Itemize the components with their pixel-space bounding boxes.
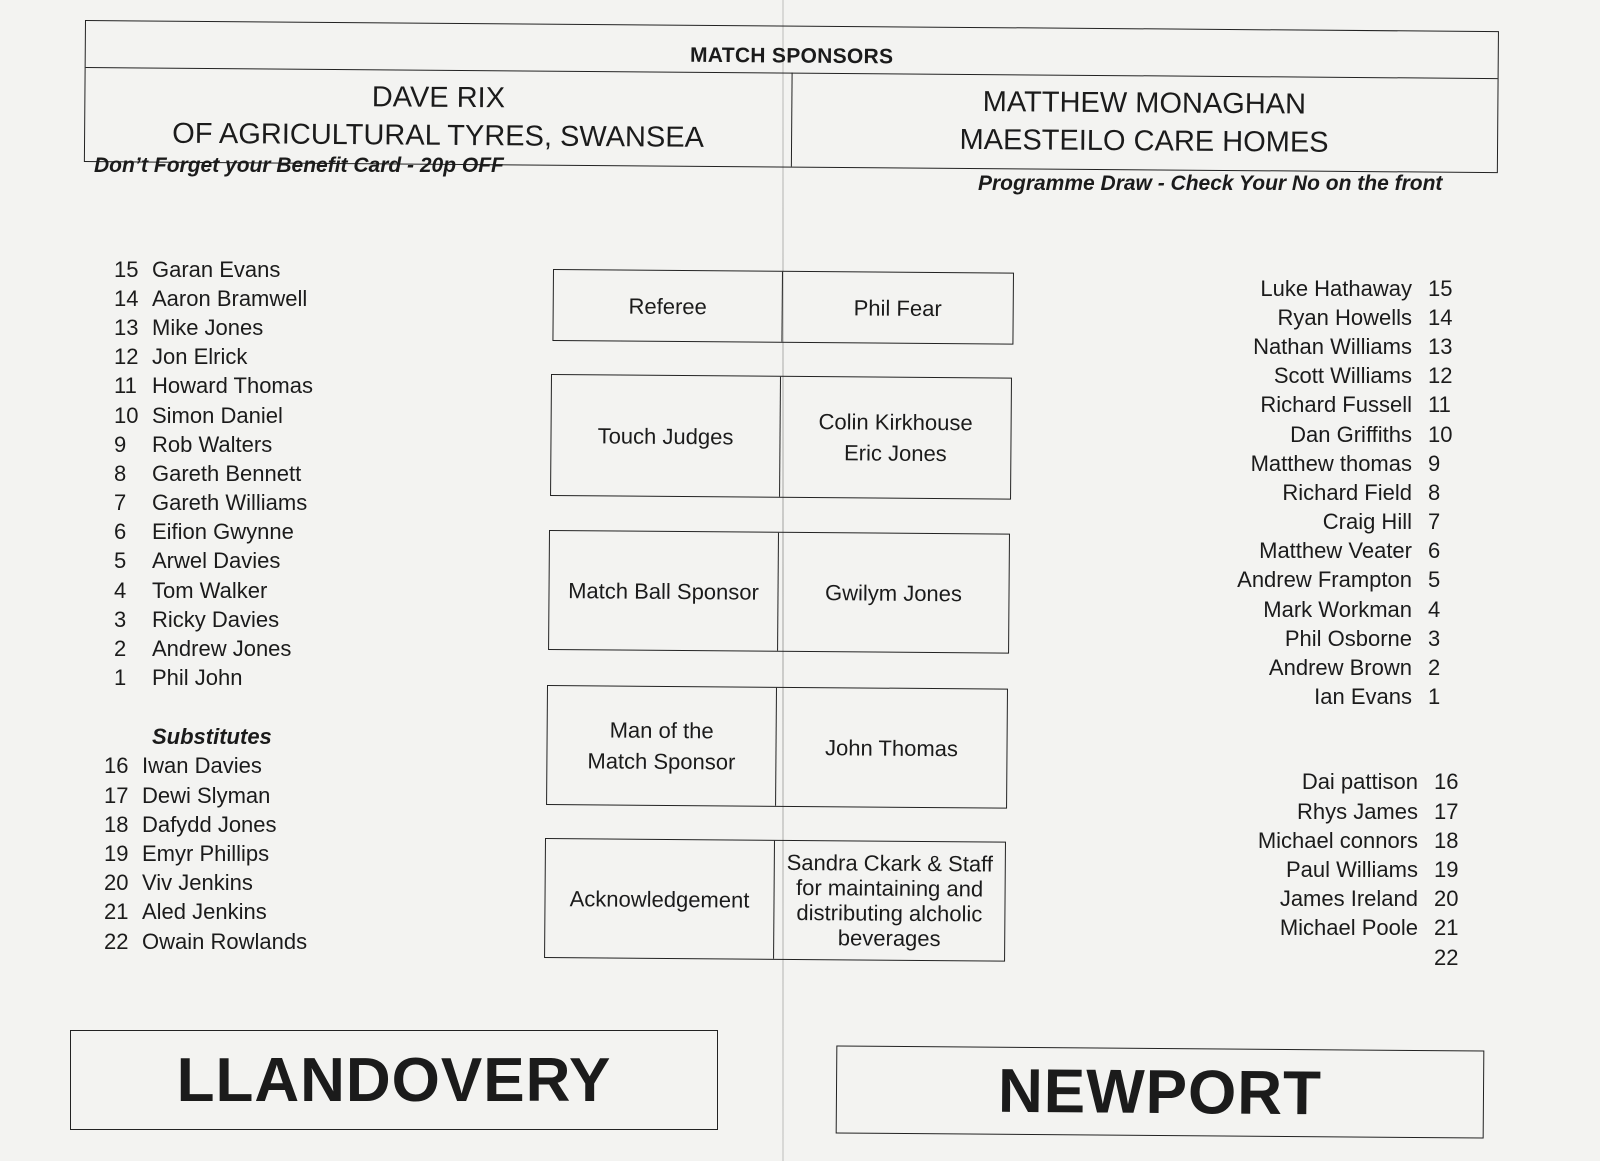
player-name: Ian Evans [1314,684,1412,710]
shirt-number: 9 [1428,450,1441,476]
player-name: Dafydd Jones [142,811,277,837]
home-player-row [114,576,374,605]
home-player-row [114,489,374,518]
player-name: Ricky Davies [152,606,280,632]
shirt-number: 22 [1434,944,1459,970]
player-name: Simon Daniel [152,402,283,428]
shirt-number: 4 [1428,596,1441,622]
official-row [548,530,1010,654]
player-name: Aled Jenkins [142,899,267,925]
player-name: Emyr Phillips [142,840,270,866]
official-role-line: Match Ball Sponsor [568,577,759,605]
substitutes-heading: Substitutes [152,724,272,750]
shirt-number: 8 [114,460,127,486]
player-name: Luke Hathaway [1260,275,1412,301]
shirt-number: 13 [114,314,139,340]
official-role [553,270,783,342]
shirt-number: 2 [114,636,127,662]
shirt-number: 7 [114,490,127,516]
shirt-number: 10 [114,402,139,428]
away-player-row [1180,391,1470,420]
home-player-row [114,284,374,313]
official-name-line: John Thomas [824,734,959,761]
home-team-list [104,255,374,956]
shirt-number: 11 [1428,392,1451,418]
away-player-row [1180,653,1470,682]
official-name-line: distributing alcholic [796,899,983,927]
shirt-number: 21 [104,899,129,925]
player-name: Rob Walters [152,431,273,457]
player-name: Ryan Howells [1277,304,1412,330]
home-player-row [114,430,374,459]
shirt-number: 22 [104,928,129,954]
home-player-row [114,343,374,372]
player-name: Owain Rowlands [142,928,308,954]
shirt-number: 7 [1428,509,1441,535]
shirt-number: 5 [114,548,127,574]
official-name [780,377,1011,499]
player-name: Dan Griffiths [1290,421,1412,447]
official-name [776,688,1007,808]
player-name: Viv Jenkins [142,870,253,896]
away-player-row [1180,624,1470,653]
away-sub-player-row [1180,943,1476,972]
official-role-line: Touch Judges [597,422,734,449]
away-player-row [1180,478,1470,507]
home-sub-player-row [104,927,374,956]
official-row [546,685,1008,809]
benefit-card-note: Don’t Forget your Benefit Card - 20p OFF [94,154,504,177]
shirt-number: 4 [114,577,127,603]
shirt-number: 6 [114,519,127,545]
official-role [547,686,777,806]
away-sponsor-name: MATTHEW MONAGHAN [982,86,1307,121]
away-sub-player-row [1180,914,1476,943]
home-player-row [114,664,374,693]
player-name: Phil Osborne [1284,625,1412,651]
home-sponsor-company: OF AGRICULTURAL TYRES, SWANSEA [172,117,705,154]
shirt-number: 15 [1428,275,1453,301]
official-name-line: Gwilym Jones [824,579,963,606]
player-name: Michael connors [1257,827,1418,853]
player-name: Garan Evans [152,256,281,282]
match-sponsors-title: MATCH SPONSORS [689,43,894,69]
player-name: Andrew Jones [152,636,292,662]
player-name: Richard Field [1282,479,1412,505]
shirt-number: 15 [114,256,139,282]
official-name-line: Phil Fear [853,294,942,321]
home-player-row [114,459,374,488]
away-sub-player-row [1180,885,1476,914]
away-sub-player-row [1180,826,1476,855]
shirt-number: 1 [1428,684,1441,710]
programme-draw-note: Programme Draw - Check Your No on the front [978,172,1443,195]
shirt-number: 17 [104,782,129,808]
player-name: Phil John [152,665,243,691]
player-name: Matthew Veater [1259,538,1412,564]
shirt-number: 12 [1428,363,1453,389]
away-sub-player-row [1180,797,1476,826]
home-player-row [114,547,374,576]
player-name: Dai pattison [1301,769,1418,795]
player-name: Matthew thomas [1250,450,1412,476]
away-player-row [1180,683,1470,712]
away-sub-player-row [1180,768,1476,797]
player-name: Mark Workman [1263,596,1412,622]
official-name [778,533,1009,653]
player-name: Arwel Davies [152,548,281,574]
home-sub-player-row [104,869,374,898]
official-row [550,374,1012,500]
player-name: Tom Walker [152,577,268,603]
player-name: Gareth Williams [152,490,308,516]
home-player-row [114,401,374,430]
away-player-row [1180,595,1470,624]
official-name-line: for maintaining and [795,874,984,902]
away-team-list [1180,274,1470,972]
away-sponsor-company: MAESTEILO CARE HOMES [959,123,1329,159]
player-name: Nathan Williams [1253,333,1412,359]
shirt-number: 17 [1434,798,1459,824]
shirt-number: 5 [1428,567,1441,593]
home-player-row [114,255,374,284]
home-sub-player-row [104,898,374,927]
match-sponsors-box [84,20,1499,173]
player-name: Howard Thomas [152,373,313,399]
player-name: Andrew Frampton [1237,567,1412,593]
shirt-number: 11 [114,373,137,399]
player-name: Scott Williams [1273,363,1412,389]
shirt-number: 16 [104,753,129,779]
home-player-row [114,605,374,634]
home-sponsor-name: DAVE RIX [371,81,506,115]
home-sponsor [85,67,792,167]
official-name [774,841,1005,961]
shirt-number: 6 [1428,538,1441,564]
official-role-line: Acknowledgement [569,885,750,913]
official-role [551,375,781,497]
shirt-number: 10 [1428,421,1453,447]
player-name: Gareth Bennett [152,460,302,486]
away-player-row [1180,274,1470,303]
official-name-line: Eric Jones [843,440,947,467]
shirt-number: 14 [114,285,139,311]
shirt-number: 19 [1434,856,1459,882]
away-player-row [1180,508,1470,537]
away-player-row [1180,303,1470,332]
official-role-line: Referee [628,293,707,319]
shirt-number: 12 [114,344,139,370]
player-name: Iwan Davies [142,753,262,779]
official-name-line: beverages [837,925,941,952]
shirt-number: 19 [104,840,129,866]
shirt-number: 8 [1428,479,1441,505]
shirt-number: 13 [1428,333,1453,359]
player-name: Eifion Gwynne [152,519,294,545]
player-name: Aaron Bramwell [152,285,308,311]
player-name: Mike Jones [152,314,264,340]
player-name: Jon Elrick [152,344,248,370]
home-player-row [114,313,374,342]
away-team-banner [836,1045,1485,1138]
away-sub-player-row [1180,855,1476,884]
shirt-number: 2 [1428,655,1441,681]
official-role-line: Man of the [609,717,714,744]
shirt-number: 3 [1428,625,1441,651]
official-name-line: Colin Kirkhouse [818,409,973,436]
shirt-number: 9 [114,431,127,457]
shirt-number: 20 [104,870,129,896]
official-name [782,272,1013,344]
shirt-number: 20 [1434,886,1459,912]
home-player-row [114,518,374,547]
player-name: Rhys James [1296,798,1418,824]
player-name: Dewi Slyman [142,782,271,808]
away-player-row [1180,449,1470,478]
shirt-number: 1 [114,665,127,691]
official-name-line: Sandra Ckark & Staff [786,849,994,877]
player-name: Michael Poole [1279,915,1418,941]
shirt-number: 21 [1434,915,1459,941]
away-team-name: NEWPORT [997,1056,1323,1128]
shirt-number: 18 [104,811,129,837]
away-player-row [1180,566,1470,595]
shirt-number: 18 [1434,827,1459,853]
home-sub-player-row [104,752,374,781]
player-name: Paul Williams [1285,856,1418,882]
home-team-name: LLANDOVERY [176,1045,612,1115]
player-name: Craig Hill [1322,509,1412,535]
shirt-number: 3 [114,606,127,632]
player-name: Richard Fussell [1260,392,1412,418]
away-player-row [1180,537,1470,566]
home-sub-player-row [104,781,374,810]
official-role [545,839,775,959]
official-row [552,269,1014,345]
official-row [544,838,1006,962]
home-sub-player-row [104,810,374,839]
away-player-row [1180,362,1470,391]
official-role [549,531,779,651]
official-role-line: Match Sponsor [587,748,736,775]
home-player-row [114,634,374,663]
home-team-banner [70,1030,718,1130]
player-name: James Ireland [1279,886,1418,912]
shirt-number: 16 [1434,769,1459,795]
away-player-row [1180,420,1470,449]
player-name: Andrew Brown [1268,655,1412,681]
home-sub-player-row [104,839,374,868]
away-sponsor [791,73,1498,173]
home-player-row [114,372,374,401]
away-player-row [1180,332,1470,361]
shirt-number: 14 [1428,304,1453,330]
